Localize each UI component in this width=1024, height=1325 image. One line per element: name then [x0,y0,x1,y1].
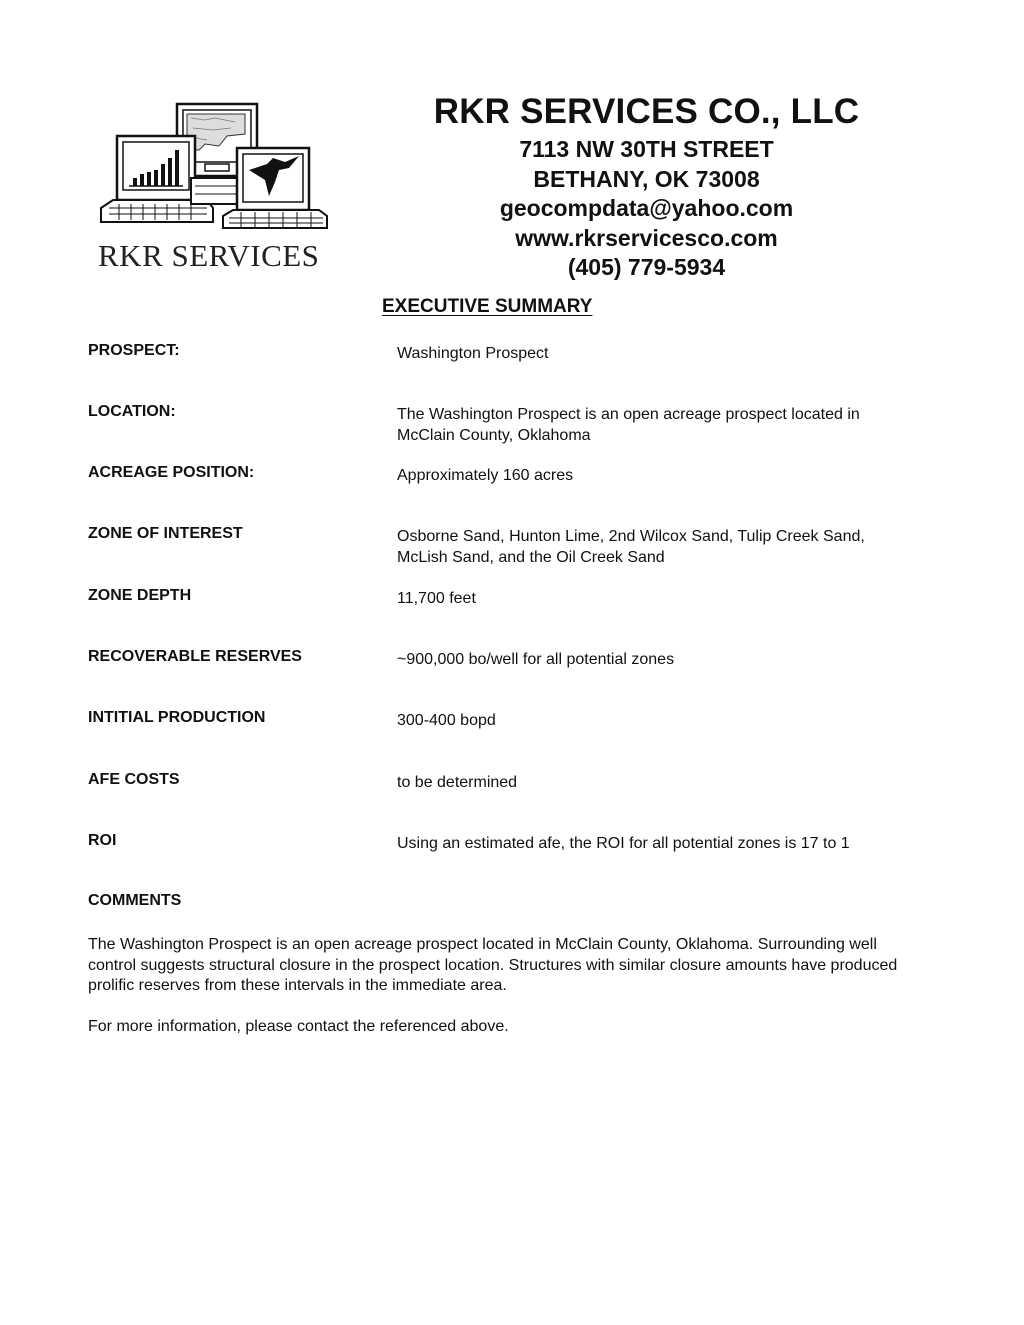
row-label: ZONE OF INTEREST [88,525,243,542]
company-email[interactable]: geocompdata@yahoo.com [499,195,794,221]
row-value: to be determined [397,774,518,791]
row-label: LOCATION: [88,403,176,420]
row-value: Washington Prospect [397,345,549,362]
row-label: ZONE DEPTH [88,587,192,604]
computers-logo-icon [95,100,335,235]
row-value: The Washington Prospect is an open acreage prospect located in McClain County, Oklahoma [397,406,860,444]
executive-summary-title: EXECUTIVE SUMMARY [382,296,593,317]
company-logo [95,100,335,275]
company-header [395,92,898,283]
logo-wordmark: RKR SERVICES [98,238,320,273]
company-website[interactable]: www.rkrservicesco.com [515,224,778,251]
row-value: Osborne Sand, Hunton Lime, 2nd Wilcox Sand, Tulip Creek Sand, McLish Sand, and the Oil Creek Sand [397,528,865,566]
comments-closing: For more information, please contact the referenced above. [88,1018,509,1035]
row-label: ROI [88,832,117,849]
row-value: ~900,000 bo/well for all potential zones [397,651,675,668]
company-city: BETHANY, OK 73008 [533,165,760,192]
row-value: Using an estimated afe, the ROI for all potential zones is 17 to 1 [397,835,850,852]
company-phone: (405) 779-5934 [567,254,726,280]
row-value: Approximately 160 acres [397,467,574,484]
row-label: ACREAGE POSITION: [88,464,255,481]
comments-body: The Washington Prospect is an open acreage prospect located in McClain County, Oklahoma. Surrounding well control suggests structural closure in the prospect location. Structures with similar closure amounts have produced prolific reserves from these intervals in the immediate area. [88,936,898,994]
company-street: 7113 NW 30TH STREET [519,136,774,162]
row-value: 300-400 bopd [397,712,496,729]
company-name: RKR SERVICES CO., LLC [433,92,860,131]
comments-heading: COMMENTS [88,892,182,909]
row-value: 11,700 feet [397,590,476,607]
row-label: AFE COSTS [88,771,180,788]
row-label: INTITIAL PRODUCTION [88,709,266,726]
row-label: PROSPECT: [88,342,180,359]
row-label: RECOVERABLE RESERVES [88,648,302,665]
